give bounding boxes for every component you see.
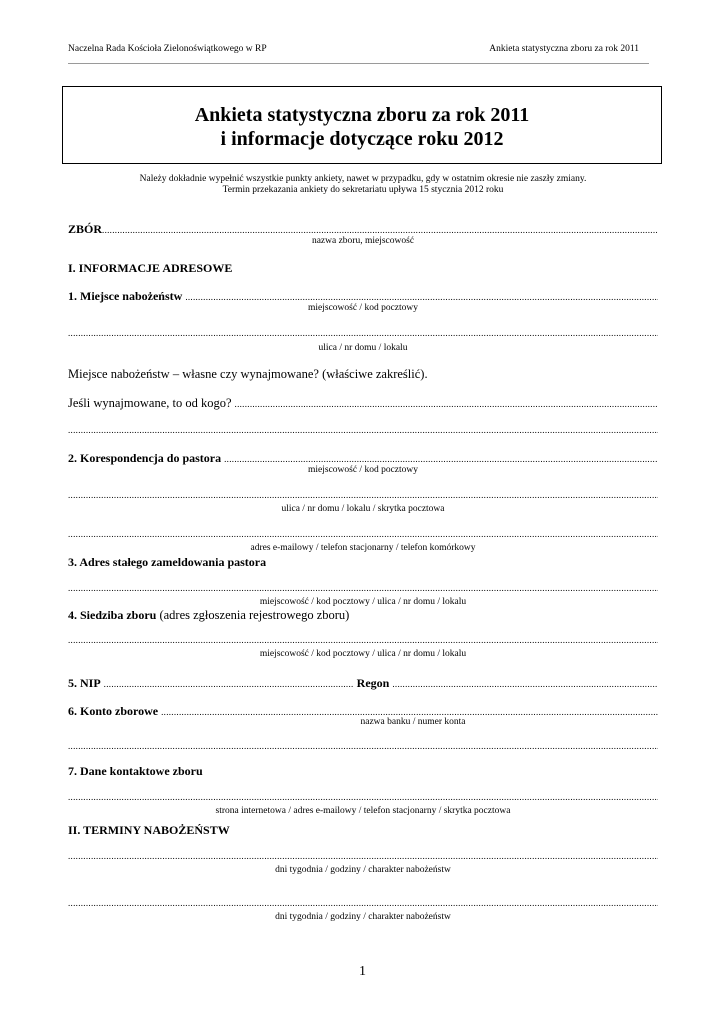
q4-label-extra: (adres zgłoszenia rejestrowego zboru) [159,608,350,622]
nip-input-line[interactable] [104,679,354,689]
q4-label: 4. Siedziba zboru [68,608,157,622]
regon-label: Regon [356,676,390,690]
header-divider [68,63,649,64]
q2-label: 2. Korespondencja do pastora [68,451,222,465]
q6-input-line-1[interactable] [161,707,658,717]
services-hint-1: dni tygodnia / godziny / charakter nabożeństw [275,865,451,875]
q6-label: 6. Konto zborowe [68,704,159,718]
q1-label: 1. Miejsce nabożeństw [68,289,183,303]
q3-line[interactable] [68,583,658,593]
nip-label: 5. NIP [68,676,101,690]
q1-rent-line-2[interactable] [68,425,658,435]
q1-input-line-1[interactable] [185,292,658,302]
q1-ownership-question: Miejsce nabożeństw – własne czy wynajmowane? (właściwe zakreślić). [68,367,428,381]
q3-input-line[interactable] [68,583,658,593]
q3-hint: miejscowość / kod pocztowy / ulica / nr domu / lokalu [259,597,467,607]
zbor-label: ZBÓR [68,222,103,236]
title-line-1: Ankieta statystyczna zboru za rok 2011 [194,104,530,126]
header-document-title: Ankieta statystyczna zboru za rok 2011 [489,44,639,54]
q2-hint-2: ulica / nr domu / lokalu / skrytka pocztowa [281,504,445,514]
section-1-title: I. INFORMACJE ADRESOWE [68,261,233,275]
q6-hint: nazwa banku / numer konta [360,717,466,727]
q7-input-line[interactable] [68,792,658,802]
q5-field[interactable] [68,676,658,691]
q1-line-2[interactable] [68,328,658,338]
q2-hint-1: miejscowość / kod pocztowy [307,465,419,475]
q2-line-2[interactable] [68,490,658,500]
regon-input-line[interactable] [392,679,658,689]
services-line-1[interactable] [68,851,658,861]
q7-label: 7. Dane kontaktowe zboru [68,764,203,778]
q1-hint-2: ulica / nr domu / lokalu [318,343,408,353]
intro-deadline: Termin przekazania ankiety do sekretariatu upływa 15 stycznia 2012 roku [222,185,504,195]
q7-hint: strona internetowa / adres e-mailowy / telefon stacjonarny / skrytka pocztowa [215,806,511,816]
q1-rent-field[interactable] [68,396,658,411]
q3-label: 3. Adres stałego zameldowania pastora [68,555,267,569]
q1-field[interactable] [68,289,658,304]
q6-line-2[interactable] [68,741,658,751]
q4-line[interactable] [68,635,658,645]
title-line-2: i informacje dotyczące roku 2012 [220,128,504,150]
q1-hint-1: miejscowość / kod pocztowy [307,303,419,313]
services-input-line-1[interactable] [68,851,658,861]
zbor-hint: nazwa zboru, miejscowość [311,236,415,246]
services-input-line-2[interactable] [68,898,658,908]
q1-rent-input-line-2[interactable] [68,425,658,435]
q2-field[interactable] [68,451,658,466]
q4-hint: miejscowość / kod pocztowy / ulica / nr domu / lokalu [259,649,467,659]
intro-instruction: Należy dokładnie wypełnić wszystkie punkty ankiety, nawet w przypadku, gdy w ostatnim okresie nie zaszły zmiany. [139,174,587,184]
q4-heading [68,608,349,623]
page-number: 1 [359,964,366,979]
zbor-input-line[interactable] [102,225,658,235]
q2-input-line-1[interactable] [224,454,658,464]
q1-input-line-2[interactable] [68,328,658,338]
q2-hint-3: adres e-mailowy / telefon stacjonarny / telefon komórkowy [250,543,476,553]
header-organization: Naczelna Rada Kościoła Zielonoświątkowego w RP [68,44,267,54]
q1-rent-input-line[interactable] [235,399,658,409]
title-box [62,86,662,164]
q7-line[interactable] [68,792,658,802]
section-2-title: II. TERMINY NABOŻEŃSTW [68,823,230,837]
q6-input-line-2[interactable] [68,741,658,751]
q2-input-line-3[interactable] [68,529,658,539]
services-hint-2: dni tygodnia / godziny / charakter nabożeństw [275,912,451,922]
zbor-field[interactable] [68,222,658,237]
q2-line-3[interactable] [68,529,658,539]
q1-rent-label: Jeśli wynajmowane, to od kogo? [68,396,232,410]
q2-input-line-2[interactable] [68,490,658,500]
services-line-2[interactable] [68,898,658,908]
q4-input-line[interactable] [68,635,658,645]
